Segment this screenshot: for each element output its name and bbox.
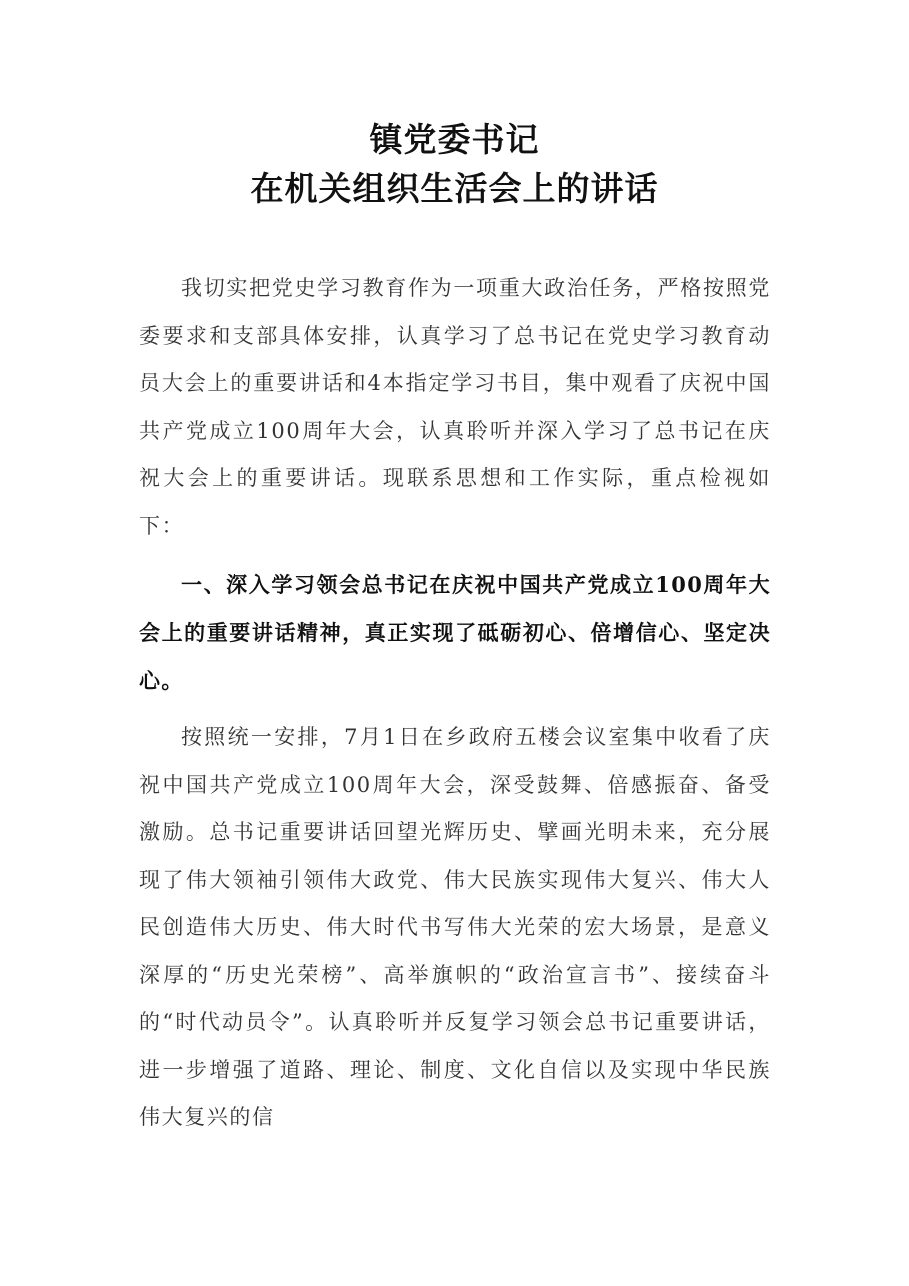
paragraph-intro: 我切实把党史学习教育作为一项重大政治任务，严格按照党委要求和支部具体安排，认真学习了总书记在党史学习教育动员大会上的重要讲话和4本指定学习书目，集中观看了庆祝中国共产党成立100周年大会，认真聆听并深入学习了总书记在庆祝大会上的重要讲话。现联系思想和工作实际，重点检视如下： xyxy=(139,276,771,538)
document-title-line2: 在机关组织生活会上的讲话 xyxy=(250,169,659,208)
section-heading-1: 一、深入学习领会总书记在庆祝中国共产党成立100周年大会上的重要讲话精神，真正实现了砥砺初心、倍增信心、坚定决心。 xyxy=(139,572,771,693)
document-title-line1: 镇党委书记 xyxy=(369,120,540,159)
paragraph-section-1: 按照统一安排，7月1日在乡政府五楼会议室集中收看了庆祝中国共产党成立100周年大会，深受鼓舞、倍感振奋、备受激励。总书记重要讲话回望光辉历史、擘画光明未来，充分展现了伟大领袖引领伟大政党、伟大民族实现伟大复兴、伟大人民创造伟大历史、伟大时代书写伟大光荣的宏大场景，是意义深厚的“历史光荣榜”、高举旗帜的“政治宣言书”、接续奋斗的“时代动员令”。认真聆听并反复学习领会总书记重要讲话，进一步增强了道路、理论、制度、文化自信以及实现中华民族伟大复兴的信 xyxy=(139,725,771,1129)
